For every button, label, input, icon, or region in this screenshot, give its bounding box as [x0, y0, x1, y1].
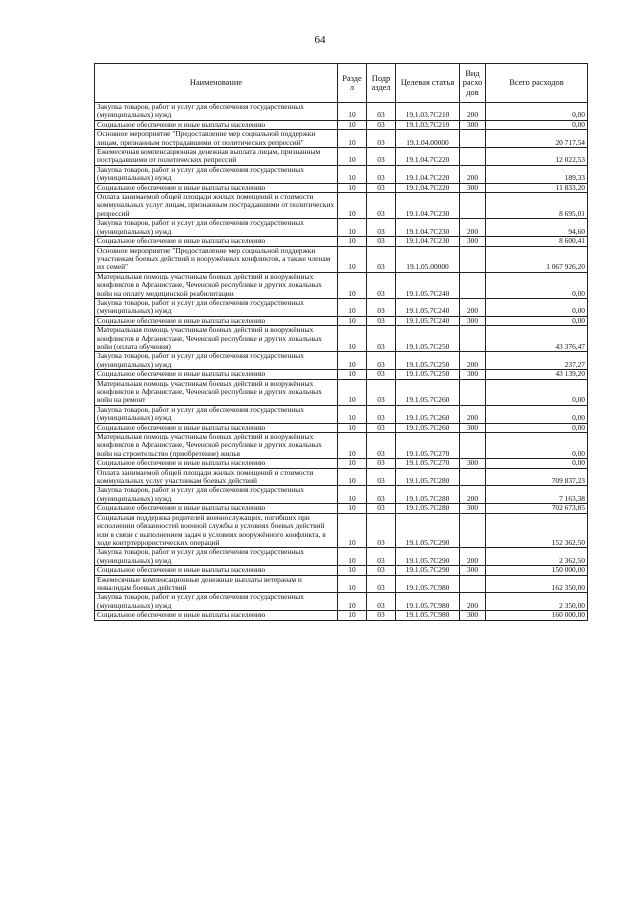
row-total-cell: 0,00: [486, 423, 588, 432]
row-expense-type-cell: 300: [460, 120, 486, 129]
row-section-cell: 10: [338, 504, 367, 513]
row-section-cell: 10: [338, 165, 367, 183]
row-section-cell: 10: [338, 468, 367, 486]
row-expense-type-cell: 200: [460, 103, 486, 121]
table-row: [95, 513, 588, 548]
row-section-cell: 10: [338, 513, 367, 548]
row-section-cell: 10: [338, 120, 367, 129]
row-section-cell: 10: [338, 219, 367, 237]
row-total-cell: 43 139,20: [486, 370, 588, 379]
row-total-cell: 8 695,01: [486, 193, 588, 219]
row-subsection-cell: 03: [367, 148, 396, 166]
row-name-cell: Закупка товаров, работ и услуг для обеспечения государственных (муниципальных) нужд: [95, 165, 338, 183]
row-target-cell: 19.1.05.7С980: [396, 593, 460, 611]
row-target-cell: 19.1.05.7С250: [396, 352, 460, 370]
row-name-cell: Социальное обеспечение и иные выплаты населению: [95, 316, 338, 325]
row-section-cell: 10: [338, 459, 367, 468]
row-subsection-cell: 03: [367, 246, 396, 272]
row-subsection-cell: 03: [367, 433, 396, 459]
row-section-cell: 10: [338, 298, 367, 316]
row-name-cell: Социальное обеспечение и иные выплаты населению: [95, 237, 338, 246]
row-subsection-cell: 03: [367, 548, 396, 566]
table-row: [95, 548, 588, 566]
row-subsection-cell: 03: [367, 316, 396, 325]
row-subsection-cell: 03: [367, 219, 396, 237]
row-target-cell: 19.1.05.7С260: [396, 423, 460, 432]
row-total-cell: 12 022,53: [486, 148, 588, 166]
table-body: [95, 103, 588, 621]
row-section-cell: 10: [338, 148, 367, 166]
row-total-cell: 2 362,50: [486, 548, 588, 566]
row-total-cell: 43 376,47: [486, 326, 588, 352]
row-name-cell: Социальное обеспечение и иные выплаты населению: [95, 120, 338, 129]
row-section-cell: 10: [338, 611, 367, 620]
row-target-cell: 19.1.05.7С290: [396, 566, 460, 575]
row-subsection-cell: 03: [367, 237, 396, 246]
table-row: [95, 566, 588, 575]
row-target-cell: 19.1.05.7С260: [396, 379, 460, 405]
row-subsection-cell: 03: [367, 504, 396, 513]
row-subsection-cell: 03: [367, 130, 396, 148]
row-section-cell: 10: [338, 246, 367, 272]
header-total: Всего расходов: [486, 64, 588, 103]
row-target-cell: 19.1.05.7С240: [396, 316, 460, 325]
row-total-cell: 702 673,85: [486, 504, 588, 513]
row-total-cell: 0,00: [486, 120, 588, 129]
row-subsection-cell: 03: [367, 193, 396, 219]
row-target-cell: 19.1.05.7С280: [396, 504, 460, 513]
row-section-cell: 10: [338, 316, 367, 325]
table-row: [95, 352, 588, 370]
row-subsection-cell: 03: [367, 326, 396, 352]
row-subsection-cell: 03: [367, 272, 396, 298]
row-total-cell: 1 067 926,20: [486, 246, 588, 272]
row-expense-type-cell: 200: [460, 405, 486, 423]
table-row: [95, 120, 588, 129]
table-row: [95, 459, 588, 468]
row-total-cell: 11 833,20: [486, 183, 588, 192]
row-name-cell: Социальное обеспечение и иные выплаты населению: [95, 504, 338, 513]
table-row: [95, 370, 588, 379]
row-name-cell: Материальная помощь участникам боевых действий и вооружённых конфликтов в Афганистане, Чеченской республике и других локальных войн на оплату медицинской реабилитации: [95, 272, 338, 298]
row-name-cell: Материальная помощь участникам боевых действий и вооружённых конфликтов в Афганистане, Чеченской республике и других локальных войн на ремонт: [95, 379, 338, 405]
row-total-cell: 237,27: [486, 352, 588, 370]
row-expense-type-cell: [460, 193, 486, 219]
header-name: Наименование: [95, 64, 338, 103]
row-target-cell: 19.1.05.7С290: [396, 513, 460, 548]
row-name-cell: Социальное обеспечение и иные выплаты населению: [95, 611, 338, 620]
row-total-cell: 162 350,00: [486, 575, 588, 593]
table-row: [95, 593, 588, 611]
row-total-cell: 0,00: [486, 316, 588, 325]
header-subsection: Подр аздел: [367, 64, 396, 103]
table-row: [95, 405, 588, 423]
row-expense-type-cell: 300: [460, 504, 486, 513]
row-name-cell: Материальная помощь участникам боевых действий и вооружённых конфликтов в Афганистане, Чеченской республике и других локальных войн (оплата обучения): [95, 326, 338, 352]
row-section-cell: 10: [338, 433, 367, 459]
row-name-cell: Материальная помощь участникам боевых действий и вооружённых конфликтов в Афганистане, Чеченской республике и других локальных войн на строительство (приобретение) жилья: [95, 433, 338, 459]
row-expense-type-cell: 200: [460, 298, 486, 316]
row-target-cell: 19.1.04.00000: [396, 130, 460, 148]
row-target-cell: 19.1.03.7С210: [396, 103, 460, 121]
row-target-cell: 19.1.05.7С250: [396, 370, 460, 379]
row-subsection-cell: 03: [367, 468, 396, 486]
table-row: [95, 219, 588, 237]
row-section-cell: 10: [338, 193, 367, 219]
row-section-cell: 10: [338, 575, 367, 593]
table-row: [95, 298, 588, 316]
row-name-cell: Закупка товаров, работ и услуг для обеспечения государственных (муниципальных) нужд: [95, 298, 338, 316]
row-total-cell: 20 717,54: [486, 130, 588, 148]
row-expense-type-cell: [460, 246, 486, 272]
row-subsection-cell: 03: [367, 486, 396, 504]
row-expense-type-cell: [460, 326, 486, 352]
row-expense-type-cell: 200: [460, 219, 486, 237]
row-total-cell: 2 350,00: [486, 593, 588, 611]
row-name-cell: Закупка товаров, работ и услуг для обеспечения государственных (муниципальных) нужд: [95, 352, 338, 370]
table-row: [95, 148, 588, 166]
table-row: [95, 103, 588, 121]
row-subsection-cell: 03: [367, 566, 396, 575]
row-subsection-cell: 03: [367, 183, 396, 192]
header-section: Разде л: [338, 64, 367, 103]
row-name-cell: Закупка товаров, работ и услуг для обеспечения государственных (муниципальных) нужд: [95, 593, 338, 611]
row-subsection-cell: 03: [367, 298, 396, 316]
row-expense-type-cell: 300: [460, 423, 486, 432]
row-subsection-cell: 03: [367, 423, 396, 432]
row-total-cell: 0,00: [486, 405, 588, 423]
table-row: [95, 246, 588, 272]
row-target-cell: 19.1.05.7С250: [396, 326, 460, 352]
table-row: [95, 423, 588, 432]
row-expense-type-cell: [460, 148, 486, 166]
table-row: [95, 316, 588, 325]
row-section-cell: 10: [338, 566, 367, 575]
row-section-cell: 10: [338, 326, 367, 352]
table-row: [95, 486, 588, 504]
row-target-cell: 19.1.04.7С230: [396, 219, 460, 237]
row-name-cell: Социальное обеспечение и иные выплаты населению: [95, 183, 338, 192]
row-total-cell: 0,00: [486, 433, 588, 459]
row-target-cell: 19.1.05.7С290: [396, 548, 460, 566]
row-name-cell: Оплата занимаемой общей площади жилых помещений и стоимости коммунальных услуг лицам, признанным пострадавшими от политических репрессий: [95, 193, 338, 219]
table-row: [95, 183, 588, 192]
row-section-cell: 10: [338, 130, 367, 148]
row-subsection-cell: 03: [367, 611, 396, 620]
row-expense-type-cell: 200: [460, 593, 486, 611]
row-total-cell: 0,00: [486, 298, 588, 316]
row-name-cell: Ежемесячные компенсационные денежные выплаты ветеранам и инвалидам боевых действий: [95, 575, 338, 593]
row-expense-type-cell: 200: [460, 486, 486, 504]
row-target-cell: 19.1.04.7С220: [396, 148, 460, 166]
row-section-cell: 10: [338, 405, 367, 423]
table-row: [95, 433, 588, 459]
row-subsection-cell: 03: [367, 459, 396, 468]
row-expense-type-cell: [460, 575, 486, 593]
row-expense-type-cell: 300: [460, 370, 486, 379]
row-target-cell: 19.1.05.7С270: [396, 433, 460, 459]
row-subsection-cell: 03: [367, 103, 396, 121]
row-subsection-cell: 03: [367, 513, 396, 548]
row-expense-type-cell: [460, 433, 486, 459]
row-expense-type-cell: 200: [460, 548, 486, 566]
row-subsection-cell: 03: [367, 370, 396, 379]
row-target-cell: 19.1.05.7С240: [396, 272, 460, 298]
row-total-cell: 160 000,00: [486, 611, 588, 620]
row-expense-type-cell: 300: [460, 566, 486, 575]
row-name-cell: Оплата занимаемой общей площади жилых помещений и стоимости коммунальных услуг участникам боевых действий: [95, 468, 338, 486]
row-expense-type-cell: 300: [460, 316, 486, 325]
row-total-cell: 0,00: [486, 272, 588, 298]
row-target-cell: 19.1.05.7С980: [396, 575, 460, 593]
row-total-cell: 0,00: [486, 459, 588, 468]
row-name-cell: Основное мероприятие "Предоставление мер социальной поддержки лицам, признанным пострадавшими от политических репрессий": [95, 130, 338, 148]
row-expense-type-cell: 300: [460, 237, 486, 246]
row-target-cell: 19.1.05.7С280: [396, 468, 460, 486]
row-target-cell: 19.1.04.7С220: [396, 165, 460, 183]
row-total-cell: 189,33: [486, 165, 588, 183]
row-total-cell: 0,00: [486, 103, 588, 121]
table-row: [95, 193, 588, 219]
row-section-cell: 10: [338, 272, 367, 298]
row-total-cell: 0,00: [486, 379, 588, 405]
row-target-cell: 19.1.05.7С260: [396, 405, 460, 423]
row-subsection-cell: 03: [367, 575, 396, 593]
row-target-cell: 19.1.05.00000: [396, 246, 460, 272]
row-name-cell: Основное мероприятие "Предоставление мер социальной поддержки участникам боевых действий и вооружённых конфликтов, а также членам их семей": [95, 246, 338, 272]
row-name-cell: Закупка товаров, работ и услуг для обеспечения государственных (муниципальных) нужд: [95, 219, 338, 237]
row-name-cell: Социальное обеспечение и иные выплаты населению: [95, 370, 338, 379]
row-section-cell: 10: [338, 237, 367, 246]
row-total-cell: 7 163,38: [486, 486, 588, 504]
row-subsection-cell: 03: [367, 379, 396, 405]
row-total-cell: 150 000,00: [486, 566, 588, 575]
row-total-cell: 8 600,41: [486, 237, 588, 246]
row-section-cell: 10: [338, 103, 367, 121]
row-expense-type-cell: 300: [460, 611, 486, 620]
row-total-cell: 709 837,23: [486, 468, 588, 486]
row-total-cell: 152 362,50: [486, 513, 588, 548]
row-expense-type-cell: 200: [460, 165, 486, 183]
row-subsection-cell: 03: [367, 165, 396, 183]
row-name-cell: Социальное обеспечение и иные выплаты населению: [95, 459, 338, 468]
row-name-cell: Закупка товаров, работ и услуг для обеспечения государственных (муниципальных) нужд: [95, 486, 338, 504]
row-subsection-cell: 03: [367, 405, 396, 423]
table-row: [95, 272, 588, 298]
table-header-row: [95, 64, 588, 103]
row-expense-type-cell: [460, 272, 486, 298]
table-row: [95, 165, 588, 183]
table-row: [95, 468, 588, 486]
table-row: [95, 504, 588, 513]
row-name-cell: Закупка товаров, работ и услуг для обеспечения государственных (муниципальных) нужд: [95, 103, 338, 121]
row-target-cell: 19.1.04.7С230: [396, 193, 460, 219]
row-target-cell: 19.1.04.7С220: [396, 183, 460, 192]
row-expense-type-cell: 300: [460, 459, 486, 468]
row-expense-type-cell: 200: [460, 352, 486, 370]
row-target-cell: 19.1.05.7С280: [396, 486, 460, 504]
row-name-cell: Закупка товаров, работ и услуг для обеспечения государственных (муниципальных) нужд: [95, 405, 338, 423]
header-target: Целевая статья: [396, 64, 460, 103]
row-target-cell: 19.1.05.7С240: [396, 298, 460, 316]
row-expense-type-cell: [460, 379, 486, 405]
row-expense-type-cell: [460, 513, 486, 548]
header-expense-type: Вид расхо дов: [460, 64, 486, 103]
row-target-cell: 19.1.04.7С230: [396, 237, 460, 246]
table-row: [95, 237, 588, 246]
row-subsection-cell: 03: [367, 120, 396, 129]
row-section-cell: 10: [338, 423, 367, 432]
row-name-cell: Социальное обеспечение и иные выплаты населению: [95, 566, 338, 575]
row-section-cell: 10: [338, 593, 367, 611]
table-row: [95, 379, 588, 405]
table-row: [95, 130, 588, 148]
row-section-cell: 10: [338, 370, 367, 379]
page-number: 64: [314, 34, 326, 46]
row-name-cell: Ежемесячная компенсационная денежная выплата лицам, признанным пострадавшими от политических репрессий: [95, 148, 338, 166]
row-name-cell: Закупка товаров, работ и услуг для обеспечения государственных (муниципальных) нужд: [95, 548, 338, 566]
row-expense-type-cell: [460, 468, 486, 486]
budget-table: [94, 63, 588, 621]
row-expense-type-cell: 300: [460, 183, 486, 192]
row-target-cell: 19.1.03.7С210: [396, 120, 460, 129]
row-section-cell: 10: [338, 352, 367, 370]
row-section-cell: 10: [338, 486, 367, 504]
row-section-cell: 10: [338, 379, 367, 405]
row-section-cell: 10: [338, 183, 367, 192]
row-expense-type-cell: [460, 130, 486, 148]
table-row: [95, 326, 588, 352]
row-subsection-cell: 03: [367, 593, 396, 611]
row-section-cell: 10: [338, 548, 367, 566]
row-subsection-cell: 03: [367, 352, 396, 370]
row-name-cell: Социальное обеспечение и иные выплаты населению: [95, 423, 338, 432]
row-target-cell: 19.1.05.7С270: [396, 459, 460, 468]
row-total-cell: 94,60: [486, 219, 588, 237]
row-name-cell: Социальная поддержка родителей военнослужащих, погибших при исполнении обязанностей военной службы в условиях боевых действий или в связи с выполнением задач в условиях вооружённого конфликта, в ходе контртеррористических операций: [95, 513, 338, 548]
row-target-cell: 19.1.05.7С980: [396, 611, 460, 620]
table-row: [95, 611, 588, 620]
table-row: [95, 575, 588, 593]
